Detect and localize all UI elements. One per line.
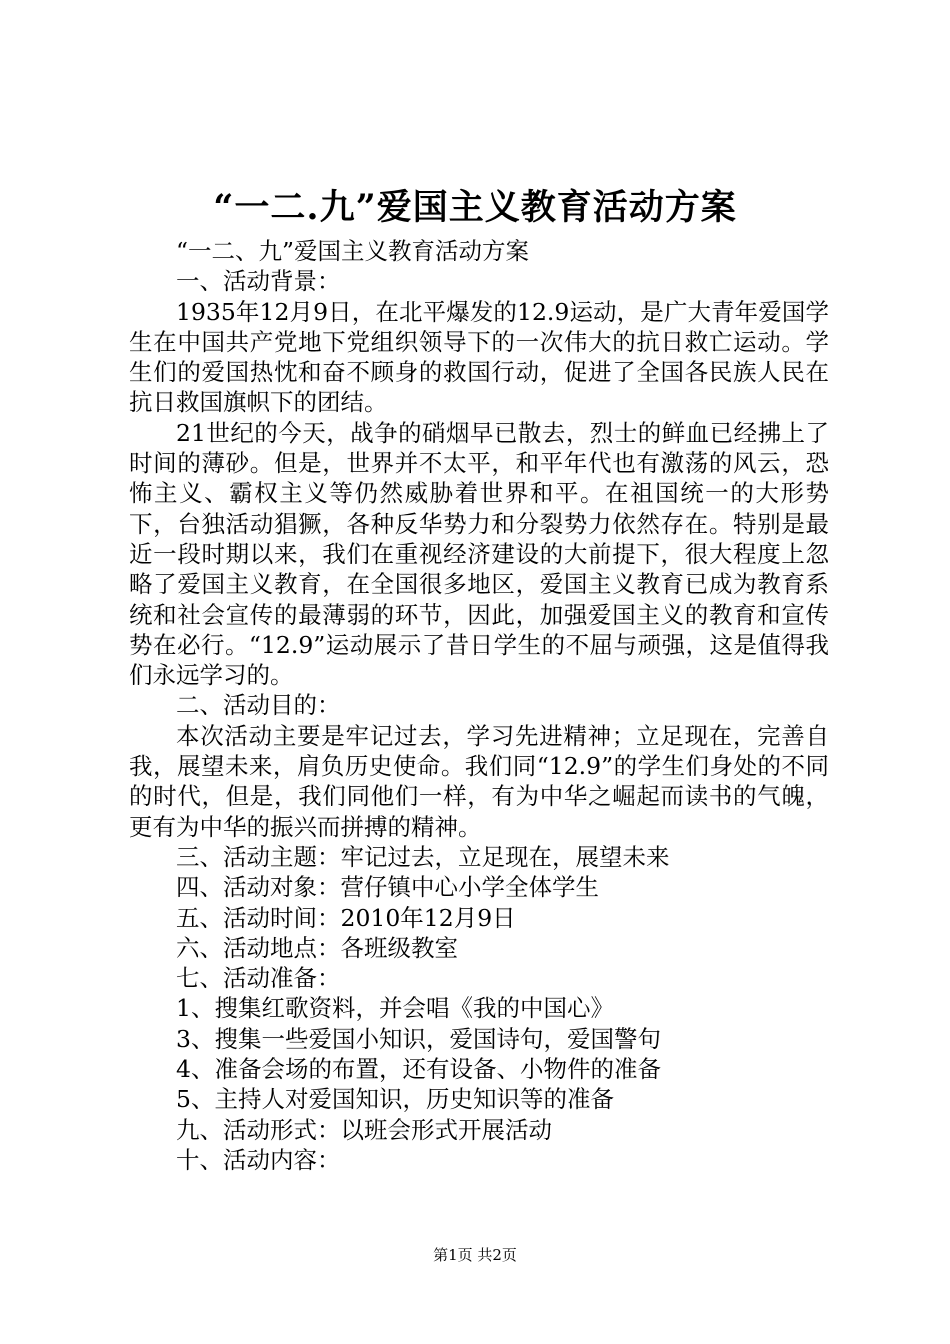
purpose-paragraph: 本次活动主要是牢记过去，学习先进精神；立足现在，完善自我，展望未来，肩负历史使命。我们同“12.9”的学生们身处的不同的时代，但是，我们同他们一样，有为中华之崛起而读书的气魄，更有为中华的振兴而拼搏的精神。 — [129, 721, 829, 841]
format-line: 九、活动形式：以班会形式开展活动 — [176, 1115, 552, 1144]
background-paragraph-2: 21世纪的今天，战争的硝烟早已散去，烈士的鲜血已经拂上了时间的薄砂。但是，世界并不太平，和平年代也有激荡的风云，恐怖主义、霸权主义等仍然威胁着世界和平。在祖国统一的大形势下，台独活动猖獗，各种反华势力和分裂势力依然存在。特别是最近一段时期以来，我们在重视经济建设的大前提下，很大程度上忽略了爱国主义教育，在全国很多地区，爱国主义教育已成为教育系统和社会宣传的最薄弱的环节，因此，加强爱国主义的教育和宣传势在必行。“12.9”运动展示了昔日学生的不屈与顽强，这是值得我们永远学习的。 — [129, 418, 829, 690]
time-line: 五、活动时间：2010年12月9日 — [176, 903, 516, 932]
page-footer: 第1页 共2页 — [433, 1246, 517, 1264]
preparation-item: 1、搜集红歌资料，并会唱《我的中国心》 — [176, 994, 614, 1023]
background-paragraph-1: 1935年12月9日，在北平爆发的12.9运动，是广大青年爱国学生在中国共产党地下党组织领导下的一次伟大的抗日救亡运动。学生们的爱国热忱和奋不顾身的救国行动，促进了全国各民族人民在抗日救国旗帜下的团结。 — [129, 297, 829, 417]
document-title: “一二.九”爱国主义教育活动方案 — [213, 187, 737, 228]
section-heading-content: 十、活动内容： — [176, 1145, 341, 1174]
location-line: 六、活动地点：各班级教室 — [176, 933, 458, 962]
preparation-item: 3、搜集一些爱国小知识，爱国诗句，爱国警句 — [176, 1024, 661, 1053]
section-heading-purpose: 二、活动目的： — [176, 691, 341, 720]
section-heading-preparation: 七、活动准备： — [176, 964, 341, 993]
section-heading-background: 一、活动背景： — [176, 267, 341, 296]
document-body — [129, 236, 829, 1175]
preparation-item: 5、主持人对爱国知识，历史知识等的准备 — [176, 1085, 614, 1114]
subtitle-paragraph: “一二、九”爱国主义教育活动方案 — [176, 237, 530, 265]
audience-line: 四、活动对象：营仔镇中心小学全体学生 — [176, 873, 599, 902]
preparation-item: 4、准备会场的布置，还有设备、小物件的准备 — [176, 1055, 661, 1084]
theme-line: 三、活动主题：牢记过去，立足现在，展望未来 — [176, 842, 670, 871]
